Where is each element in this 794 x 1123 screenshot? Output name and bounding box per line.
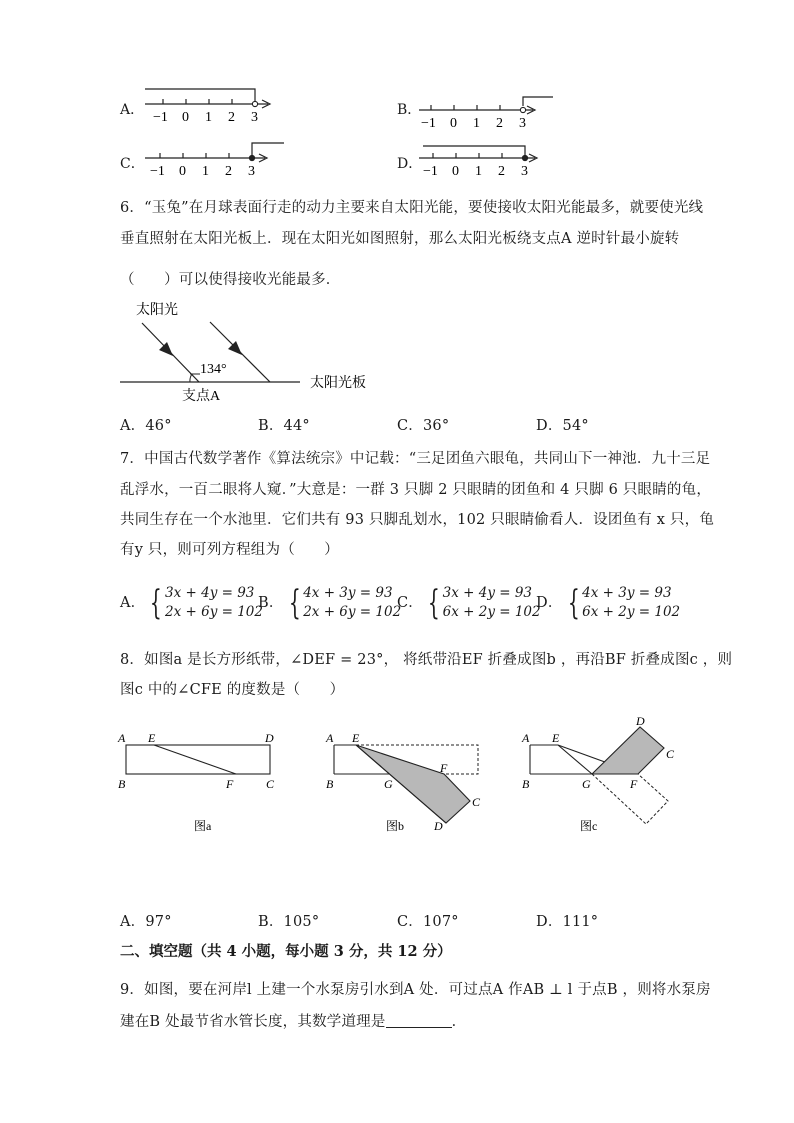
q7-option-b[interactable]	[258, 584, 401, 622]
q6-option-c[interactable]: C．36°	[397, 418, 450, 434]
q5-b-tick-neg1: −1	[421, 116, 436, 130]
q7-option-c-brace: {	[427, 583, 440, 623]
q5-c-tick-1: 1	[202, 164, 209, 179]
q8-b-label-G: G	[384, 777, 393, 791]
q7-option-d-eq1: 4x + 3y = 93	[582, 585, 672, 601]
q7-option-c-eq2: 6x + 2y = 102	[442, 604, 541, 620]
q5-c-tick-0: 0	[179, 164, 186, 179]
q8-a-label-B: B	[118, 777, 126, 791]
q6-figure	[110, 296, 390, 406]
q8-a-label-D: D	[265, 731, 274, 745]
q8-a-label-F: F	[226, 777, 234, 791]
q5-a-tick-neg1: −1	[153, 110, 168, 125]
q8-c-label-G: G	[582, 777, 591, 791]
q8-b-label-F: F	[440, 761, 448, 775]
q5-option-c-numberline	[140, 138, 290, 182]
q8-figure-c	[518, 714, 693, 838]
q6-line2: 垂直照射在太阳光板上．现在太阳光如图照射，那么太阳光板绕支点A 逆时针最小旋转	[120, 231, 680, 247]
q7-option-a[interactable]	[120, 584, 263, 622]
q5-a-tick-3: 3	[251, 110, 258, 125]
q7-option-b-eq1: 4x + 3y = 93	[303, 585, 393, 601]
q5-c-tick-2: 2	[225, 164, 232, 179]
q5-a-tick-1: 1	[205, 110, 212, 125]
q7-option-a-brace: {	[150, 583, 163, 623]
q8-figure-a	[114, 728, 284, 838]
q8-line1: 8．如图a 是长方形纸带，∠DEF = 23°， 将纸带沿EF 折叠成图b ，再沿BF 折叠成图c ，则	[120, 652, 733, 668]
q6-sunlight-label: 太阳光	[136, 303, 178, 318]
q7-option-a-label: A．	[120, 595, 146, 611]
q8-b-label-B: B	[326, 777, 334, 791]
q7-option-b-brace: {	[288, 583, 301, 623]
q8-option-d[interactable]: D．111°	[536, 914, 599, 930]
q7-option-b-eq2: 2x + 6y = 102	[303, 604, 402, 620]
q7-option-b-label: B．	[258, 595, 284, 611]
q8-c-label-C: C	[666, 747, 675, 761]
q6-option-a[interactable]: A．46°	[120, 418, 172, 434]
q7-option-d-label: D．	[536, 595, 563, 611]
q7-option-d-eq2: 6x + 2y = 102	[582, 604, 681, 620]
q8-c-caption: 图c	[580, 819, 598, 833]
q7-option-c-eq1: 3x + 4y = 93	[442, 585, 533, 601]
q7-option-a-eq1: 3x + 4y = 93	[165, 585, 255, 601]
section2-heading: 二、填空题（共 4 小题，每小题 3 分，共 12 分）	[120, 943, 452, 960]
q7-line2: 乱浮水，一百二眼将人窥．”大意是：一群 3 只脚 2 只眼睛的团鱼和 4 只脚 6 只眼睛的龟，	[120, 482, 712, 498]
q8-a-label-C: C	[266, 777, 275, 791]
q5-a-tick-0: 0	[182, 110, 189, 125]
q5-option-d-numberline	[415, 140, 545, 182]
q8-c-label-D: D	[636, 714, 645, 728]
q8-b-label-E: E	[352, 731, 360, 745]
q5-d-tick-2: 2	[498, 164, 505, 179]
q8-a-caption: 图a	[194, 819, 212, 833]
q7-line1: 7．中国古代数学著作《算法统宗》中记载：“三足团鱼六眼龟，共同山下一神池．九十三足	[120, 451, 711, 467]
q5-a-tick-2: 2	[228, 110, 235, 125]
q6-options	[0, 416, 794, 436]
q8-b-caption: 图b	[386, 819, 405, 833]
q9-line2-end: ．	[451, 1014, 467, 1030]
q5-option-a-numberline	[140, 84, 280, 126]
q8-line2: 图c 中的∠CFE 的度数是（ ）	[120, 682, 345, 698]
q5-d-tick-0: 0	[452, 164, 459, 179]
q5-d-tick-1: 1	[475, 164, 482, 179]
q7-option-a-eq2: 2x + 6y = 102	[165, 604, 263, 620]
q7-option-c[interactable]	[397, 584, 541, 622]
q6-pivot-label: 支点A	[182, 389, 221, 404]
q5-option-d-label: D．	[397, 156, 423, 172]
q8-a-label-E: E	[148, 731, 156, 745]
q7-option-d[interactable]	[536, 584, 680, 622]
q5-c-tick-neg1: −1	[150, 164, 165, 179]
q5-b-tick-3: 3	[519, 116, 526, 130]
q5-c-tick-3: 3	[248, 164, 255, 179]
q8-b-label-D: D	[434, 819, 443, 833]
q9-line1: 9．如图，要在河岸l 上建一个水泵房引水到A 处．可过点A 作AB ⊥ l 于点B ，则将水泵房	[120, 982, 711, 998]
q6-ray-2-arrow	[228, 341, 242, 355]
q7-option-d-brace: {	[567, 583, 580, 623]
q7-options	[0, 584, 794, 628]
q6-line1: 6．“玉兔”在月球表面行走的动力主要来自太阳光能，要使接收太阳光能最多，就要使光线	[120, 200, 704, 216]
q6-angle-label: 134°	[200, 362, 227, 377]
q5-option-c-label: C．	[120, 156, 145, 172]
q8-c-label-E: E	[552, 731, 560, 745]
q5-b-tick-0: 0	[450, 116, 457, 130]
q7-option-c-label: C．	[397, 595, 423, 611]
q8-b-label-A: A	[326, 731, 334, 745]
q5-option-a-label: A．	[120, 102, 145, 118]
q8-option-c[interactable]: C．107°	[397, 914, 459, 930]
q5-option-b-label: B．	[397, 102, 422, 118]
q5-d-tick-neg1: −1	[423, 164, 438, 179]
q6-line3: （ ）可以使得接收光能最多．	[120, 272, 341, 288]
q8-option-a[interactable]: A．97°	[120, 914, 172, 930]
q9-line2-wrap	[120, 1012, 466, 1032]
q6-panel-label: 太阳光板	[310, 376, 366, 391]
q8-b-label-C: C	[472, 795, 481, 809]
q9-answer-blank[interactable]	[386, 1013, 452, 1028]
q6-option-b[interactable]: B．44°	[258, 418, 310, 434]
q8-figure-b	[322, 728, 502, 838]
q5-b-tick-1: 1	[473, 116, 480, 130]
q5-d-tick-3: 3	[521, 164, 528, 179]
q5-option-b-numberline	[415, 86, 560, 130]
q9-line2: 建在B 处最节省水管长度，其数学道理是	[120, 1014, 386, 1030]
q7-line4: 有y 只，则可列方程组为（ ）	[120, 542, 339, 558]
q6-option-d[interactable]: D．54°	[536, 418, 589, 434]
q6-ray-1-arrow	[159, 342, 173, 356]
q8-a-label-A: A	[118, 731, 126, 745]
q5-options	[0, 0, 794, 190]
q8-c-label-F: F	[630, 777, 638, 791]
q8-c-label-B: B	[522, 777, 530, 791]
q8-option-b[interactable]: B．105°	[258, 914, 320, 930]
q8-options	[0, 912, 794, 932]
q5-b-tick-2: 2	[496, 116, 503, 130]
q7-line3: 共同生存在一个水池里．它们共有 93 只脚乱划水，102 只眼睛偷看人．设团鱼有 x 只，龟	[120, 512, 715, 528]
q8-c-label-A: A	[522, 731, 530, 745]
